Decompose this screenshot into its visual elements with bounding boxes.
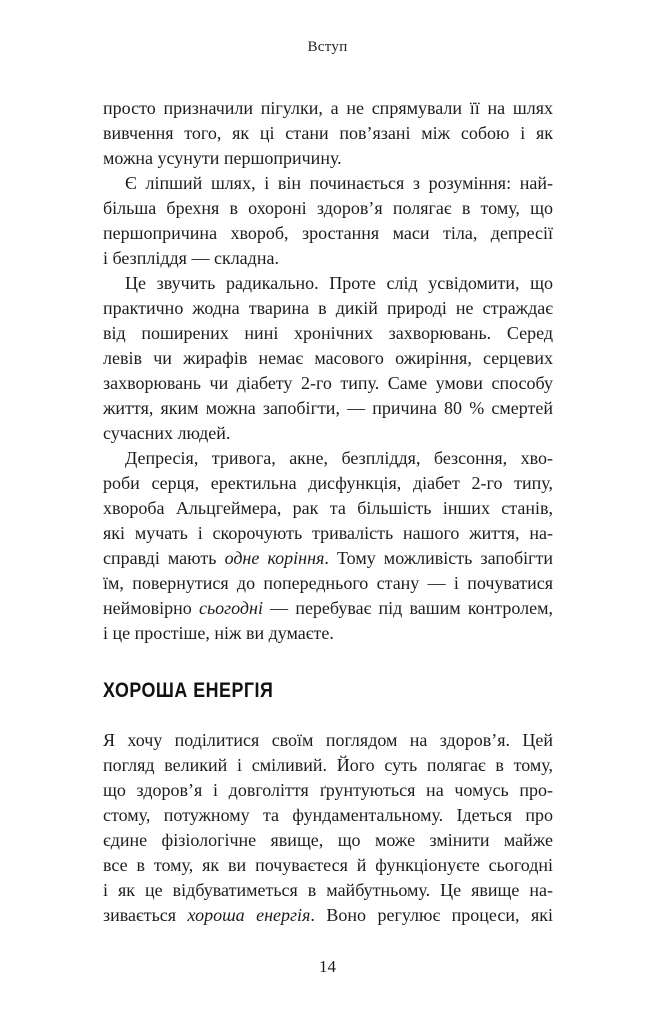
text-line [103,828,553,853]
text-segment: Депресія, тривога, акне, безпліддя, безсоння, хво- [125,448,553,468]
text-line [103,96,553,121]
text-line [103,246,553,271]
text-segment: від поширених нині хронічних захворювань. Серед [103,323,553,343]
text-segment: Це звучить радикально. Проте слід усвідомити, що [125,273,553,293]
italic-text-segment: сьогодні [198,598,263,618]
text-line [103,853,553,878]
text-line [103,596,553,621]
text-line [103,878,553,903]
text-segment: Є ліпший шлях, і він починається з розуміння: най- [125,173,553,193]
text-line [103,271,553,296]
text-segment: практично жодна тварина в дикій природі не страждає [103,298,553,318]
text-line [103,346,553,371]
paragraph [103,96,553,171]
text-line [103,396,553,421]
text-segment: єдине фізіологічне явище, що може змінити майже [103,830,553,850]
text-line [103,571,553,596]
text-line [103,446,553,471]
paragraph [103,728,553,928]
text-segment: Я хочу поділитися своїм поглядом на здоров’я. Цей [103,730,553,750]
italic-text-segment: одне коріння [224,548,325,568]
text-line [103,546,553,571]
text-segment: . Воно регулює процеси, які [310,905,553,925]
italic-text-segment: хороша енергія [187,905,311,925]
text-segment: і це простіше, ніж ви думаєте. [103,623,334,643]
text-segment: їм, повернутися до попереднього стану — і почуватися [103,573,553,593]
text-line [103,778,553,803]
paragraph [103,171,553,271]
text-segment: просто призначили пігулки, а не спрямували її на шлях [103,98,553,118]
text-line [103,196,553,221]
text-segment: погляд великий і сміливий. Його суть полягає в тому, [103,755,553,775]
text-line [103,621,553,646]
text-segment: стому, потужному та фундаментальному. Ідеться про [103,805,553,825]
text-line [103,521,553,546]
text-segment: захворювань чи діабету 2-го типу. Саме умови способу [103,373,553,393]
text-segment: і як це відбуватиметься в майбутньому. Це явище на- [103,880,553,900]
text-line [103,296,553,321]
page-number: 14 [319,957,336,976]
text-segment: першопричина хвороб, зростання маси тіла, депресії [103,223,553,243]
text-segment: неймовірно [103,598,199,618]
text-line [103,471,553,496]
text-segment: . Тому можливість запобігти [324,548,553,568]
text-segment: хвороба Альцгеймера, рак та більшість інших станів, [103,498,553,518]
text-line [103,496,553,521]
text-segment: вивчення того, як ці стани пов’язані між собою і як [103,123,553,143]
text-segment: левів чи жирафів немає масового ожиріння, серцевих [103,348,553,368]
text-line [103,171,553,196]
text-segment: і безпліддя — складна. [103,248,279,268]
paragraph [103,271,553,446]
text-line [103,221,553,246]
text-segment: все в тому, як ви почуваєтеся й функціонуєте сьогодні [103,855,553,875]
text-segment: більша брехня в охороні здоров’я полягає в тому, що [103,198,553,218]
text-segment: життя, яким можна запобігти, — причина 80 % смертей [103,398,553,418]
text-line [103,146,553,171]
text-line [103,753,553,778]
text-segment: роби серця, еректильна дисфункція, діабет 2-го типу, [103,473,553,493]
section-heading-text: ХОРОША ЕНЕРГІЯ [103,679,274,702]
text-line [103,903,553,928]
text-segment: справді мають [103,548,225,568]
text-line [103,371,553,396]
text-line [103,728,553,753]
text-segment: — перебуває під вашим контролем, [262,598,553,618]
text-line [103,803,553,828]
text-column [103,96,553,928]
text-line [103,321,553,346]
text-segment: можна усунути першопричину. [103,148,342,168]
text-segment: зивається [103,905,188,925]
paragraph [103,446,553,646]
text-segment: що здоров’я і довголіття ґрунтуються на чомусь про- [103,780,553,800]
text-segment: які мучать і скорочують тривалість нашого життя, на- [103,523,553,543]
text-line [103,121,553,146]
section-heading [103,677,553,705]
text-segment: сучасних людей. [103,423,231,443]
text-line [103,421,553,446]
running-header: Вступ [307,39,348,55]
